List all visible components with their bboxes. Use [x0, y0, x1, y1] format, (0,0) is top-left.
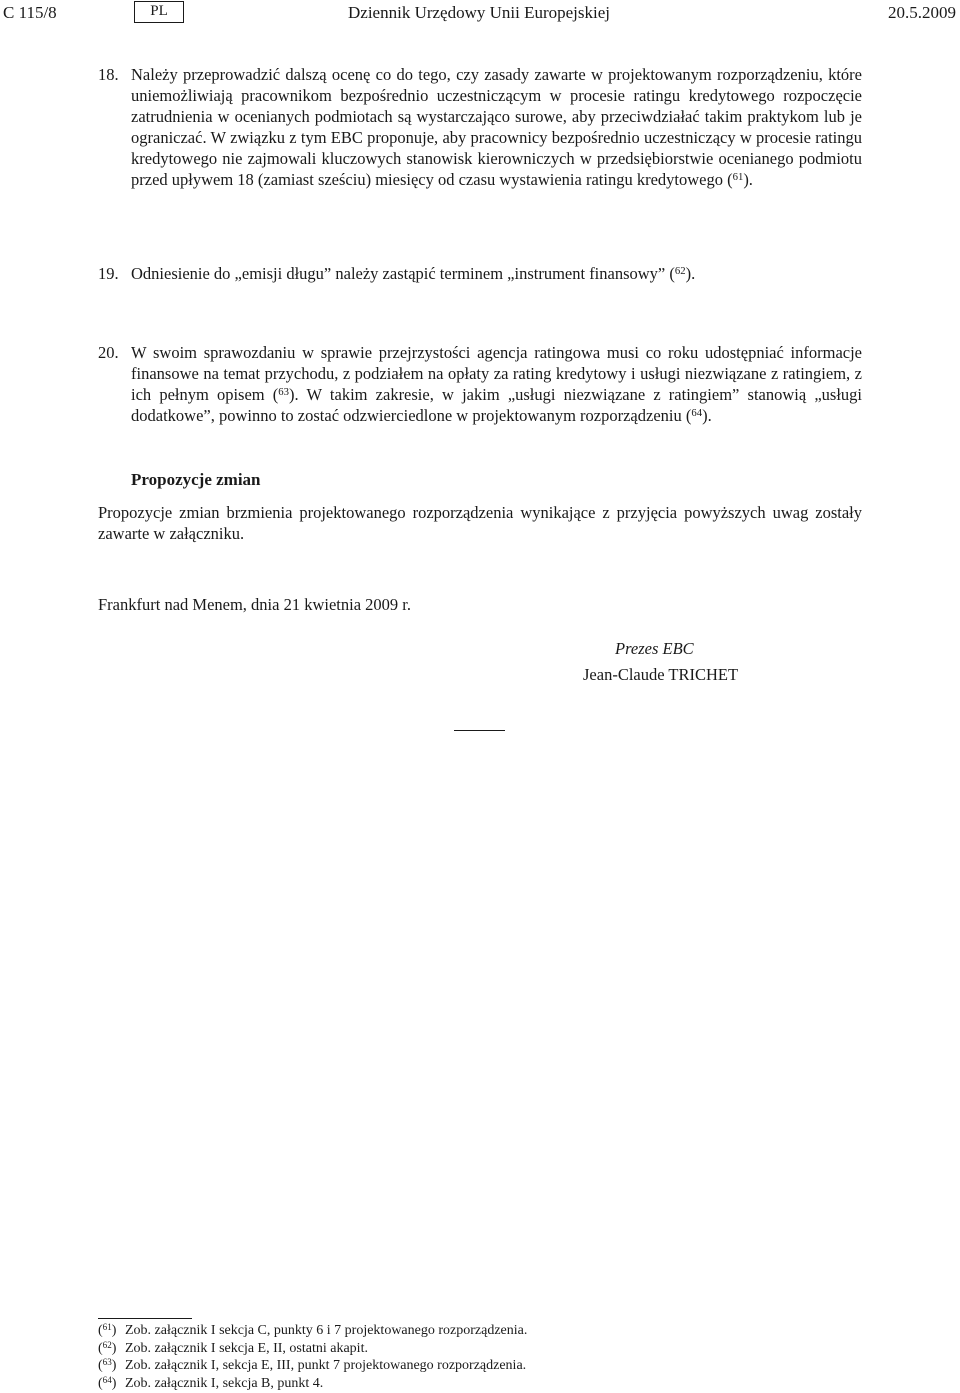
section-heading: Propozycje zmian [131, 470, 261, 489]
place-and-date: Frankfurt nad Menem, dnia 21 kwietnia 2009 r. [98, 595, 411, 614]
proposal-text: Propozycje zmian brzmienia projektowanego rozporządzenia wynikające z przyjęcia powyższych uwag zostały zawarte w załączniku. [98, 503, 862, 543]
footnote-divider [98, 1318, 192, 1319]
paragraph-text [131, 64, 862, 190]
end-divider [454, 730, 505, 731]
language-badge: PL [134, 1, 184, 23]
signatory-name: Jean-Claude TRICHET [583, 665, 739, 684]
paragraph-text [131, 263, 862, 284]
footnote-marker: ($^{62}$) [98, 1339, 117, 1356]
footnote-ref[interactable]: 61 [732, 171, 744, 184]
footnote-number: 62 [102, 1339, 112, 1350]
paragraph-text-part: ). [702, 406, 712, 425]
paragraph-text-part: Odniesienie do „emisji długu” należy zastąpić terminem „instrument finansowy” ( [131, 264, 675, 283]
paragraph-text-part: ). [743, 170, 753, 189]
paragraph-text-part: Należy przeprowadzić dalszą ocenę co do tego, czy zasady zawarte w projektowanym rozporządzeniu, które uniemożliwiają pracownikom bezpośrednio uczestniczącym w procesie ratingu kredytowego rozpoczęcie zatrudnienia w ocenianych podmiotach są wystarczająco surowe, aby przeciwdziałać takim praktykom lub je ograniczać. W związku z tym EBC proponuje, aby pracownicy bezpośrednio uczestniczący w procesie ratingu kredytowego nie zajmowali kluczowych stanowisk kierowniczych w przedsiębiorstwie ocenianego podmiotu przed upływem 18 (zamiast sześciu) miesięcy od czasu wystawienia ratingu kredytowego ( [131, 65, 862, 189]
paragraph-text-part: ). [685, 264, 696, 283]
footnote-ref[interactable]: 62 [674, 265, 686, 278]
footnote-text: Zob. załącznik I, sekcja E, III, punkt 7 projektowanego rozporządzenia. [125, 1358, 527, 1373]
footnote-marker: ($^{63}$) [98, 1356, 117, 1373]
page-number: C 115/8 [3, 3, 57, 22]
paragraph-20 [98, 342, 862, 426]
footnote-text: Zob. załącznik I sekcja E, II, ostatni akapit. [125, 1340, 368, 1356]
footnote-ref[interactable]: 63 [278, 386, 290, 399]
footnote-number: 63 [102, 1356, 112, 1367]
footnote-text: Zob. załącznik I sekcja C, punkty 6 i 7 projektowanego rozporządzenia. [125, 1323, 528, 1338]
paragraph-number: 18. [98, 65, 119, 84]
paragraph-text-part: ). W takim zakresie, w jakim „usługi niezwiązane z ratingiem” stanowią „usługi dodatkowe”, powinno to zostać odzwierciedlone w projektowanym rozporządzeniu ( [131, 385, 862, 425]
footnote-number: 61 [102, 1321, 112, 1332]
footnote-number: 64 [102, 1374, 112, 1385]
footnote-item [98, 1375, 527, 1393]
footnote-item [98, 1322, 527, 1340]
journal-title: Dziennik Urzędowy Unii Europejskiej [348, 3, 611, 22]
footnotes [98, 1322, 527, 1392]
footnote-ref[interactable]: 64 [691, 407, 703, 420]
footnote-text: Zob. załącznik I, sekcja B, punkt 4. [125, 1375, 324, 1391]
signatory-role: Prezes EBC [615, 639, 694, 658]
paragraph-number: 20. [98, 343, 119, 362]
footnote-marker: ($^{61}$) [98, 1321, 117, 1338]
publication-date: 20.5.2009 [888, 3, 956, 22]
paragraph-number: 19. [98, 264, 119, 283]
footnote-item [98, 1357, 527, 1375]
paragraph-text-part: W swoim sprawozdaniu w sprawie przejrzystości agencja ratingowa musi co roku udostępniać informacje finansowe na temat przychodu, z podziałem na opłaty za rating kredytowy i usługi niezwiązane z ratingiem, z ich pełnym opisem ( [131, 343, 862, 404]
paragraph-text [131, 342, 862, 426]
paragraph-19 [98, 263, 862, 284]
footnote-item [98, 1340, 527, 1358]
paragraph-18 [98, 64, 862, 190]
footnote-marker: ($^{64}$) [98, 1374, 117, 1391]
